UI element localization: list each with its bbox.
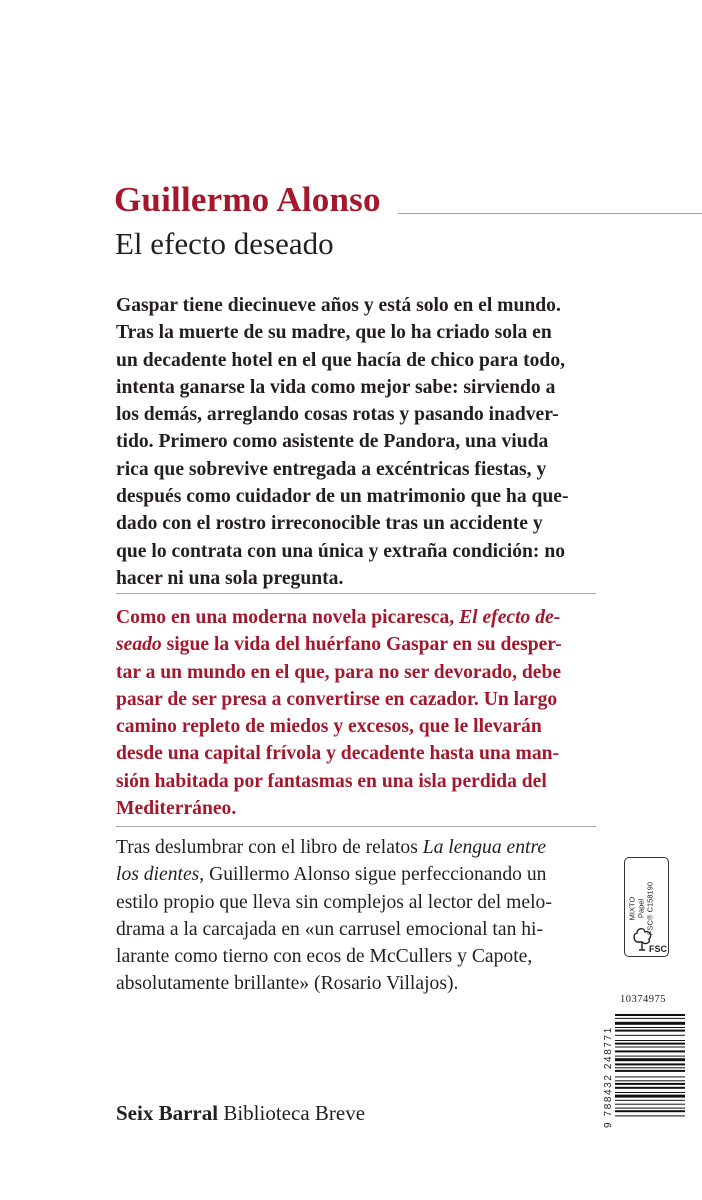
section-divider [116,826,596,827]
synopsis-line: Tras la muerte de su madre, que lo ha criado sola en [116,322,552,344]
highlight-text: sigue la vida del huérfano Gaspar en su desper- [161,634,562,656]
bio-line: absolutamente brillante» (Rosario Villajos). [116,973,459,995]
highlight-line: camino repleto de miedos y excesos, que le llevarán [116,716,542,738]
highlight-title-italic: seado [116,634,162,656]
highlight-line: desde una capital frívola y decadente hasta una man- [116,743,560,765]
author-name: Guillermo Alonso [114,180,381,219]
bio-line [116,834,598,861]
top-divider [398,213,702,214]
bio-line: larante como tierno con ecos de McCullers y Capote, [116,946,533,968]
synopsis-paragraph [116,292,598,592]
publisher-name: Seix Barral [116,1101,219,1125]
bio-line [116,861,598,888]
synopsis-line: un decadente hotel en el que hacía de chico para todo, [116,349,566,371]
publisher-imprint [116,1101,365,1126]
bio-text: , Guillermo Alonso sigue perfeccionando un [199,864,547,886]
synopsis-line: después como cuidador de un matrimonio que ha que- [116,486,569,508]
fsc-tree-icon [629,924,665,954]
synopsis-line: dado con el rostro irreconocible tras un accidente y [116,513,543,535]
synopsis-line: tido. Primero como asistente de Pandora, una viuda [116,431,549,453]
bio-book-italic: La lengua entre [422,837,547,858]
synopsis-line: los demás, arreglando cosas rotas y pasando inadver- [116,404,559,426]
synopsis-line: intenta ganarse la vida como mejor sabe: sirviendo a [116,376,556,398]
product-code: 10374975 [620,994,666,1005]
fsc-code: FSC® C158190 [645,881,655,936]
highlight-line [116,604,598,631]
highlight-text: Como en una moderna novela picaresca, [116,607,460,628]
synopsis-line: Gaspar tiene diecinueve años y está solo en el mundo. [116,295,561,316]
barcode [615,1014,685,1146]
highlight-line: tar a un mundo en el que, para no ser devorado, debe [116,661,562,683]
synopsis-line: rica que sobrevive entregada a excéntricas fiestas, y [116,458,547,480]
author-bio-paragraph [116,834,598,998]
bio-book-italic: los dientes [116,864,200,886]
highlight-line: sión habitada por fantasmas en una isla perdida del [116,770,547,792]
highlight-title-italic: El efecto de- [459,607,561,628]
highlight-line: Mediterráneo. [116,798,237,820]
book-title: El efecto deseado [115,226,334,261]
fsc-certification-label [624,857,669,957]
section-divider [116,593,596,594]
collection-name: Biblioteca Breve [223,1101,366,1125]
bio-line: estilo propio que lleva sin complejos al lector del melo- [116,891,552,913]
bio-line: drama a la carcajada en «un carrusel emocional tan hi- [116,918,544,940]
bio-text: Tras deslumbrar con el libro de relatos [116,837,423,858]
isbn-number: 9 788432 248771 [603,1026,614,1128]
fsc-mix: MIXTO [627,896,637,921]
fsc-logo-text: FSC [649,944,667,954]
fsc-paper: Papel [636,898,646,919]
highlight-line [116,631,598,658]
synopsis-line: hacer ni una sola pregunta. [116,567,344,589]
highlight-paragraph [116,604,598,822]
synopsis-line: que lo contrata con una única y extraña condición: no [116,540,566,562]
highlight-line: pasar de ser presa a convertirse en cazador. Un largo [116,688,558,710]
